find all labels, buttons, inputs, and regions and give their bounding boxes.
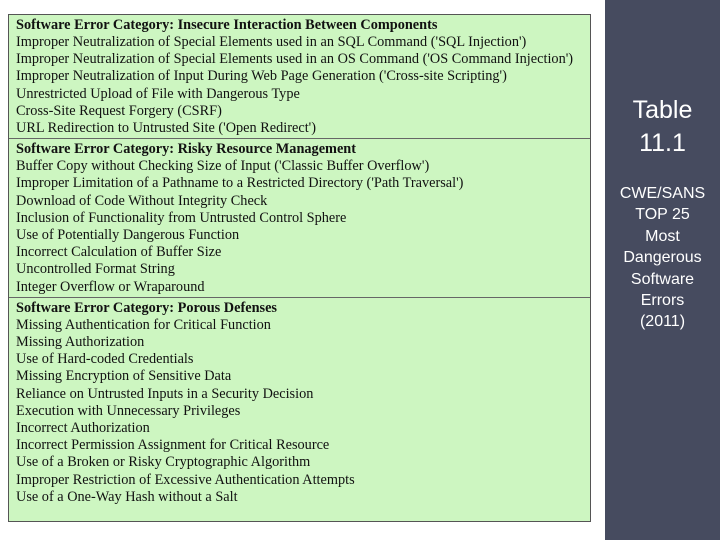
error-item: Unrestricted Upload of File with Dangerous Type <box>16 85 300 102</box>
error-item: Missing Authorization <box>16 334 145 351</box>
error-item: Buffer Copy without Checking Size of Input ('Classic Buffer Overflow') <box>16 158 430 175</box>
category-header: Software Error Category: Risky Resource Management <box>16 141 357 158</box>
error-item: URL Redirection to Untrusted Site ('Open Redirect') <box>16 120 317 137</box>
error-item: Incorrect Calculation of Buffer Size <box>16 244 222 261</box>
slide-title-line: Table <box>632 96 693 124</box>
error-item: Improper Neutralization of Special Elements used in an SQL Command ('SQL Injection') <box>16 34 527 50</box>
category-section-risky-resource <box>9 139 590 298</box>
error-item: Download of Code Without Integrity Check <box>16 192 268 209</box>
slide-title <box>605 94 720 160</box>
error-item: Use of a One-Way Hash without a Salt <box>16 488 238 505</box>
error-item: Improper Restriction of Excessive Authentication Attempts <box>16 471 355 488</box>
error-item: Use of Hard-coded Credentials <box>16 351 194 368</box>
slide-subtitle-line: TOP 25 <box>635 206 690 224</box>
error-item: Missing Authentication for Critical Function <box>16 316 271 333</box>
cwe-table <box>8 14 591 522</box>
error-item: Improper Neutralization of Special Elements used in an OS Command ('OS Command Injection') <box>16 51 574 68</box>
slide-subtitle-line: (2011) <box>639 313 686 331</box>
error-item: Incorrect Authorization <box>16 420 150 437</box>
error-item: Missing Encryption of Sensitive Data <box>16 368 232 385</box>
slide-subtitle-line: Most <box>645 227 680 245</box>
error-item: Reliance on Untrusted Inputs in a Security Decision <box>16 385 314 402</box>
slide-subtitle-line: Errors <box>640 292 685 310</box>
slide-title-line: 11.1 <box>639 129 686 157</box>
error-item: Use of Potentially Dangerous Function <box>16 227 240 244</box>
slide-sidebar <box>605 0 720 540</box>
error-item: Cross-Site Request Forgery (CSRF) <box>16 102 222 119</box>
error-item: Integer Overflow or Wraparound <box>16 278 205 295</box>
category-section-porous-defenses <box>9 298 590 507</box>
category-header: Software Error Category: Porous Defenses <box>16 299 277 316</box>
slide-subtitle-line: Dangerous <box>623 249 702 267</box>
slide-subtitle <box>605 183 720 333</box>
error-item: Improper Neutralization of Input During Web Page Generation ('Cross-site Scripting') <box>16 68 507 85</box>
slide-subtitle-line: Software <box>630 270 695 288</box>
category-section-insecure-interaction <box>9 15 590 139</box>
error-item: Inclusion of Functionality from Untrusted Control Sphere <box>16 209 347 226</box>
category-header: Software Error Category: Insecure Interaction Between Components <box>16 17 438 33</box>
slide-subtitle-line: CWE/SANS <box>619 185 706 202</box>
error-item: Use of a Broken or Risky Cryptographic Algorithm <box>16 454 311 471</box>
error-item: Improper Limitation of a Pathname to a Restricted Directory ('Path Traversal') <box>16 175 464 192</box>
error-item: Incorrect Permission Assignment for Critical Resource <box>16 437 330 454</box>
error-item: Uncontrolled Format String <box>16 261 175 278</box>
error-item: Execution with Unnecessary Privileges <box>16 402 241 419</box>
